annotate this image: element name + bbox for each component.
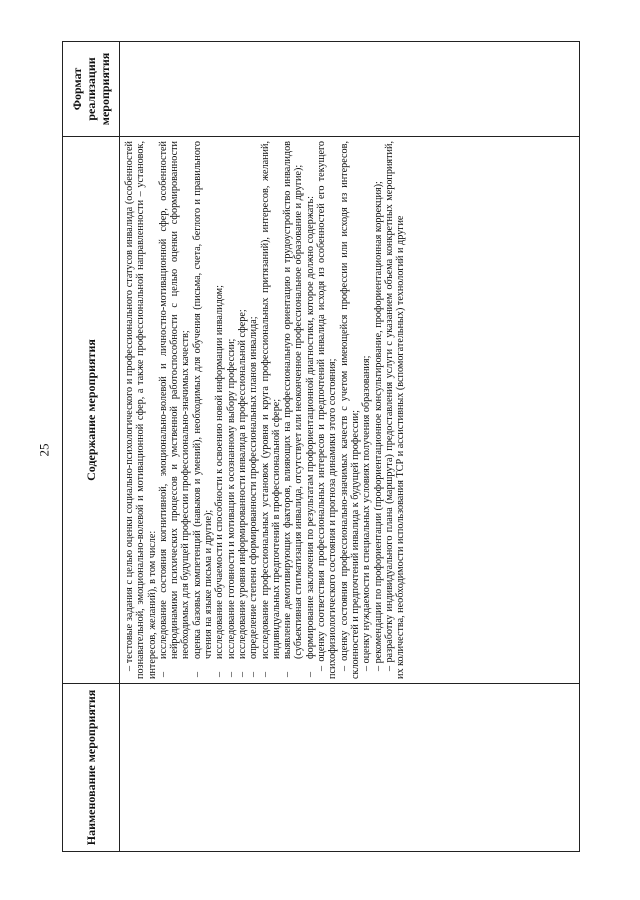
list-item xyxy=(192,141,215,679)
activities-table xyxy=(62,41,580,852)
header-activity-name: Наименование мероприятия xyxy=(63,684,120,852)
list-item-text: определение степени сформированности профессиональных планов инвалида; xyxy=(248,316,260,659)
list-item xyxy=(305,141,316,679)
list-dash: – xyxy=(282,671,294,677)
list-item-text: исследование профессиональных установок (уровня и круга профессиональных притязаний), интересов, желаний, индивидуальных предпочтений в профессиональной сфере; xyxy=(259,141,282,659)
header-activity-format: Формат реализации мероприятия xyxy=(63,42,120,137)
page-number: 25 xyxy=(36,443,52,457)
conclusion-item: – оценку соответствия профессиональных интересов и предпочтений инвалида исходя из особенностей его текущего психофизиологического состояния и прогноза динамики этого состояния; xyxy=(316,141,339,679)
list-item xyxy=(282,141,305,679)
list-item-text: оценка базовых компетенций (навыков и умений), необходимых для обучения (письма, счета, беглого и правильного чтения на языке письма и другие); xyxy=(191,141,215,659)
list-item-text: исследование уровня информированности инвалида в профессиональной сфере; xyxy=(236,309,248,659)
list-item-text: исследование состояния когнитивной, эмоционально-волевой и личностно-мотивационной сфер, особенностей нейродинамики психических процессов и умственной работоспособности с целью оценки сформированности необходимых для будущей профессии профессионально-значимых качеств; xyxy=(157,141,192,659)
list-dash: – xyxy=(304,671,316,677)
list-item-text: выявление демотивирующих факторов, влияющих на профессиональную ориентацию и трудоустройство инвалидов (субъективная стигматизация инвалида, отсутствует или неоконченное профессиональное образование и другие); xyxy=(282,141,305,659)
list-item xyxy=(158,141,192,679)
conclusion-item: – разработку индивидуального плана (маршрута) предоставления услуги с указанием объема конкретных мероприятий, их количества, необходимости использования ТСР и ассистивных (вспомогательных) технологий и другие xyxy=(383,141,407,679)
content-text xyxy=(120,137,408,683)
list-dash: – xyxy=(157,671,169,677)
conclusion-item: – рекомендации по профориентации (профориентационное консультирование, профориентационная коррекция); xyxy=(372,181,384,671)
rotated-table-sheet xyxy=(62,42,580,852)
bullet-list xyxy=(158,141,316,679)
list-item xyxy=(237,141,248,679)
list-item-text: исследование обучаемости и способности к освоению новой информации инвалидом; xyxy=(214,285,226,659)
list-item-text: исследование готовности и мотивации к осознанному выбору профессии; xyxy=(225,338,237,659)
list-item xyxy=(226,141,237,679)
table-row xyxy=(120,42,580,852)
intro-paragraph: – тестовые задания с целью оценки социально-психологического и профессионального статусов инвалида (особенностей познавательной, эмоционально-волевой и мотивационной сфер, а также профессиональной направленности – установок, интересов, желаний), в том числе: xyxy=(124,141,158,679)
list-dash: – xyxy=(259,671,271,677)
list-item xyxy=(248,141,259,679)
cell-activity-content xyxy=(120,137,580,684)
table-header-row xyxy=(63,42,120,852)
list-dash: – xyxy=(248,671,260,677)
conclusion-item: – оценку нуждаемости в специальных условиях получения образования; xyxy=(361,355,373,671)
list-dash: – xyxy=(236,671,248,677)
list-item-text: формирование заключения по результатам профориентационной диагностики, которое должно содержать: xyxy=(304,196,316,659)
list-dash: – xyxy=(225,671,237,677)
list-dash: – xyxy=(214,671,226,677)
list-item xyxy=(214,141,225,679)
list-dash: – xyxy=(191,671,203,677)
conclusion-list xyxy=(316,141,406,679)
header-activity-content: Содержание мероприятия xyxy=(63,137,120,684)
cell-activity-format xyxy=(120,42,580,137)
list-item xyxy=(260,141,283,679)
conclusion-item: – оценку состояния профессионально-значимых качеств с учетом имеющейся профессии или исходя из интересов, склонностей и предпочтений инвалида к будущей профессии; xyxy=(338,141,361,679)
cell-activity-name xyxy=(120,684,580,852)
